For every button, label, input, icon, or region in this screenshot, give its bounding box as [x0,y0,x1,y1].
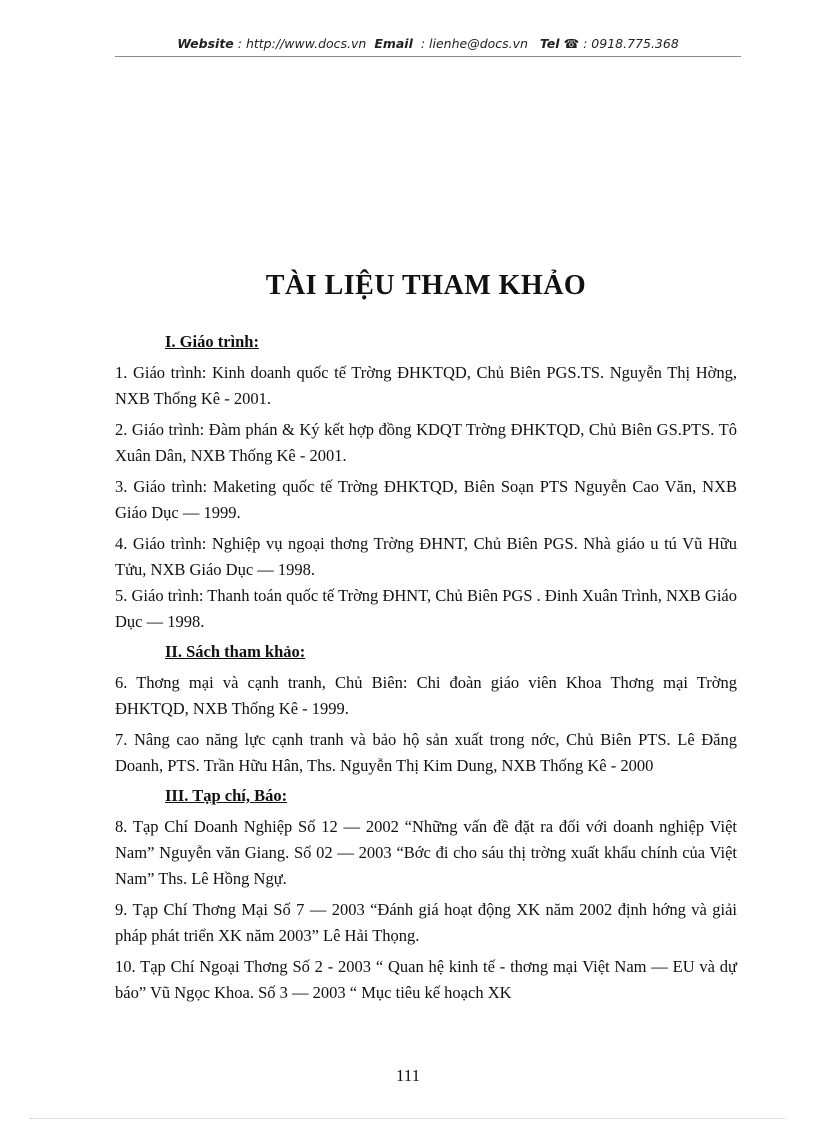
reference-item: 1. Giáo trình: Kinh doanh quốc tế Trờng ĐHKTQD, Chủ Biên PGS.TS. Nguyễn Thị Hờng, NXB Thống Kê - 2001. [115,363,737,408]
phone-icon: ☎ [563,36,580,51]
reference-item: 6. Thơng mại và cạnh tranh, Chủ Biên: Chi đoàn giáo viên Khoa Thơng mại Trờng ĐHKTQD, NXB Thống Kê - 1999. [115,673,737,718]
reference-item: 2. Giáo trình: Đàm phán & Ký kết hợp đồng KDQT Trờng ĐHKTQD, Chủ Biên GS.PTS. Tô Xuân Dân, NXB Thống Kê - 2001. [115,420,737,465]
reference-item: 8. Tạp Chí Doanh Nghiệp Số 12 — 2002 “Những vấn đề đặt ra đối với doanh nghiệp Việt Nam” Nguyễn văn Giang. Số 02 — 2003 “Bớc đi cho sáu thị trờng xuất khẩu chính của Việt Nam” Ths. Lê Hồng Ngự. [115,817,737,888]
reference-item: 9. Tạp Chí Thơng Mại Số 7 — 2003 “Đánh giá hoạt động XK năm 2002 định hớng và giải pháp phát triển XK năm 2003” Lê Hải Thọng. [115,900,737,945]
reference-list [115,330,737,1011]
reference-item: 5. Giáo trình: Thanh toán quốc tế Trờng ĐHNT, Chủ Biên PGS . Đinh Xuân Trình, NXB Giáo Dục — 1998. [115,586,737,631]
reference-item: 4. Giáo trình: Nghiệp vụ ngoại thơng Trờng ĐHNT, Chủ Biên PGS. Nhà giáo u tú Vũ Hữu Tửu, NXB Giáo Dục — 1998. [115,534,737,579]
section-heading: III. Tạp chí, Báo: [165,786,288,805]
page-title: TÀI LIỆU THAM KHẢO [265,270,587,301]
tel-value: : 0918.775.368 [583,36,679,51]
website-value: : http://www.docs.vn [237,36,367,51]
section-journals [115,784,737,1006]
tel-label: Tel [539,36,560,51]
reference-item: 7. Nâng cao năng lực cạnh tranh và bảo hộ sản xuất trong nớc, Chủ Biên PTS. Lê Đăng Doanh, PTS. Trần Hữu Hân, Ths. Nguyễn Thị Kim Dung, NXB Thống Kê - 2000 [115,730,737,775]
section-heading: I. Giáo trình: [165,332,259,351]
section-reference-books [115,640,737,779]
email-value: : lienhe@docs.vn [420,36,528,51]
section-heading: II. Sách tham khảo: [165,642,306,661]
email-label: Email [374,36,413,51]
section-textbooks [115,330,737,635]
header-divider [115,56,741,57]
page-number: 111 [395,1066,421,1085]
website-label: Website [177,36,234,51]
page-header [115,36,741,51]
footer-divider [30,1118,786,1119]
reference-item: 3. Giáo trình: Maketing quốc tế Trờng ĐHKTQD, Biên Soạn PTS Nguyễn Cao Văn, NXB Giáo Dục — 1999. [115,477,737,522]
reference-item: 10. Tạp Chí Ngoại Thơng Số 2 - 2003 “ Quan hệ kinh tế - thơng mại Việt Nam — EU và dự báo” Vũ Ngọc Khoa. Số 3 — 2003 “ Mục tiêu kế hoạch XK [115,957,737,1002]
